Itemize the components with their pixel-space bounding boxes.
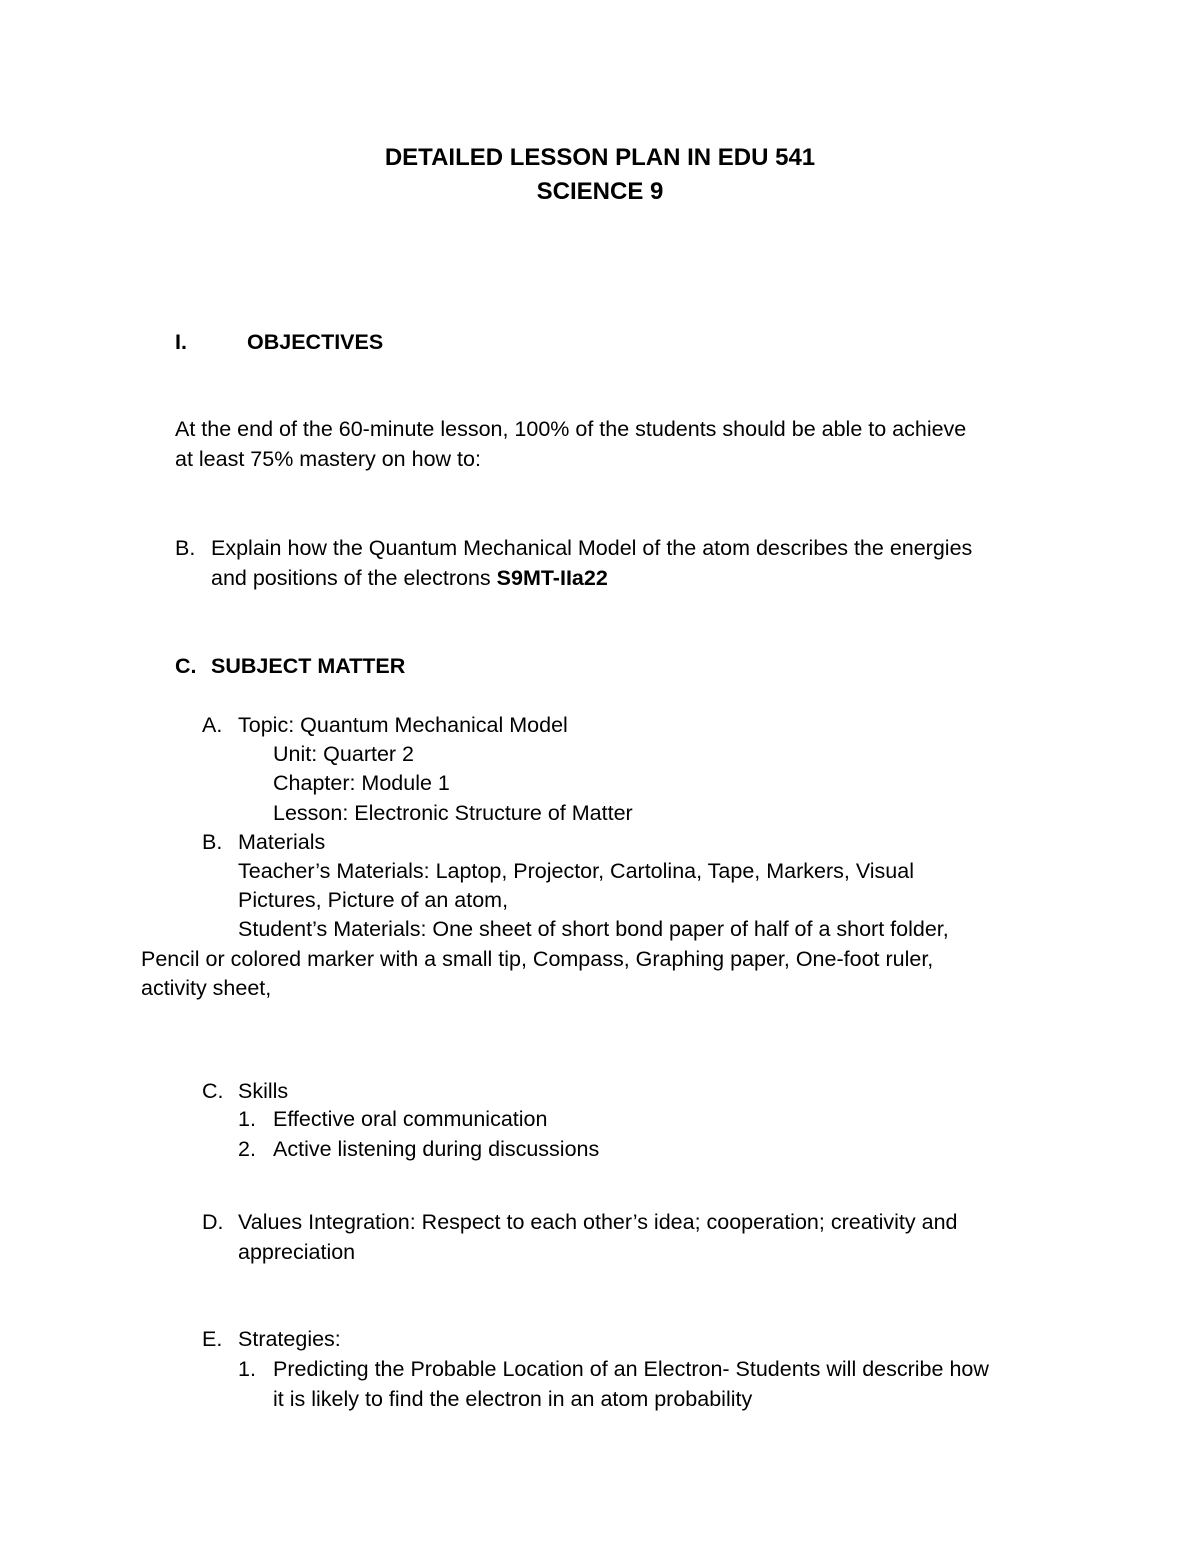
student-materials-line1: Student’s Materials: One sheet of short bond paper of half of a short folder, [238, 917, 949, 941]
strategies-marker: E. [202, 1327, 223, 1351]
topic-line: Topic: Quantum Mechanical Model [238, 713, 568, 737]
skill-item-1-text: Effective oral communication [273, 1107, 548, 1131]
objectives-numeral: I. [175, 330, 187, 354]
skills-marker: C. [202, 1079, 224, 1103]
teacher-materials-line1: Teacher’s Materials: Laptop, Projector, Cartolina, Tape, Markers, Visual [238, 859, 914, 883]
values-line1: Values Integration: Respect to each other’s idea; cooperation; creativity and [238, 1210, 958, 1234]
skills-label: Skills [238, 1079, 289, 1103]
teacher-materials-line2: Pictures, Picture of an atom, [238, 888, 509, 912]
strategies-label: Strategies: [238, 1327, 341, 1351]
competency-code: S9MT-IIa22 [496, 566, 608, 590]
values-line2: appreciation [238, 1240, 356, 1264]
skill-item-1-number: 1. [238, 1107, 256, 1131]
subject-matter-heading: SUBJECT MATTER [211, 654, 406, 678]
objective-b-line2 [211, 563, 608, 593]
objective-b-line1: Explain how the Quantum Mechanical Model of the atom describes the energies [211, 536, 973, 560]
unit-line: Unit: Quarter 2 [273, 742, 414, 766]
objectives-heading: OBJECTIVES [247, 330, 384, 354]
topic-marker: A. [202, 713, 223, 737]
skill-item-2-text: Active listening during discussions [273, 1137, 600, 1161]
objective-b-line2-text: and positions of the electrons [211, 566, 497, 590]
strategy-item-1-number: 1. [238, 1357, 256, 1381]
student-materials-line2: Pencil or colored marker with a small tip, Compass, Graphing paper, One-foot ruler, [141, 947, 934, 971]
materials-marker: B. [202, 830, 223, 854]
lesson-line: Lesson: Electronic Structure of Matter [273, 801, 633, 825]
document-title: DETAILED LESSON PLAN IN EDU 541 [384, 144, 816, 171]
objectives-intro-line1: At the end of the 60-minute lesson, 100% of the students should be able to achieve [175, 417, 967, 441]
document-subtitle: SCIENCE 9 [536, 178, 664, 205]
values-marker: D. [202, 1210, 224, 1234]
student-materials-line3: activity sheet, [141, 976, 272, 1000]
objectives-intro-line2: at least 75% mastery on how to: [175, 447, 481, 471]
chapter-line: Chapter: Module 1 [273, 771, 450, 795]
skill-item-2-number: 2. [238, 1137, 256, 1161]
objective-b-marker: B. [175, 536, 196, 560]
materials-label: Materials [238, 830, 326, 854]
strategy-item-1-line1: Predicting the Probable Location of an Electron- Students will describe how [273, 1357, 989, 1381]
strategy-item-1-line2: it is likely to find the electron in an atom probability [273, 1387, 753, 1411]
subject-matter-marker: C. [175, 654, 197, 678]
